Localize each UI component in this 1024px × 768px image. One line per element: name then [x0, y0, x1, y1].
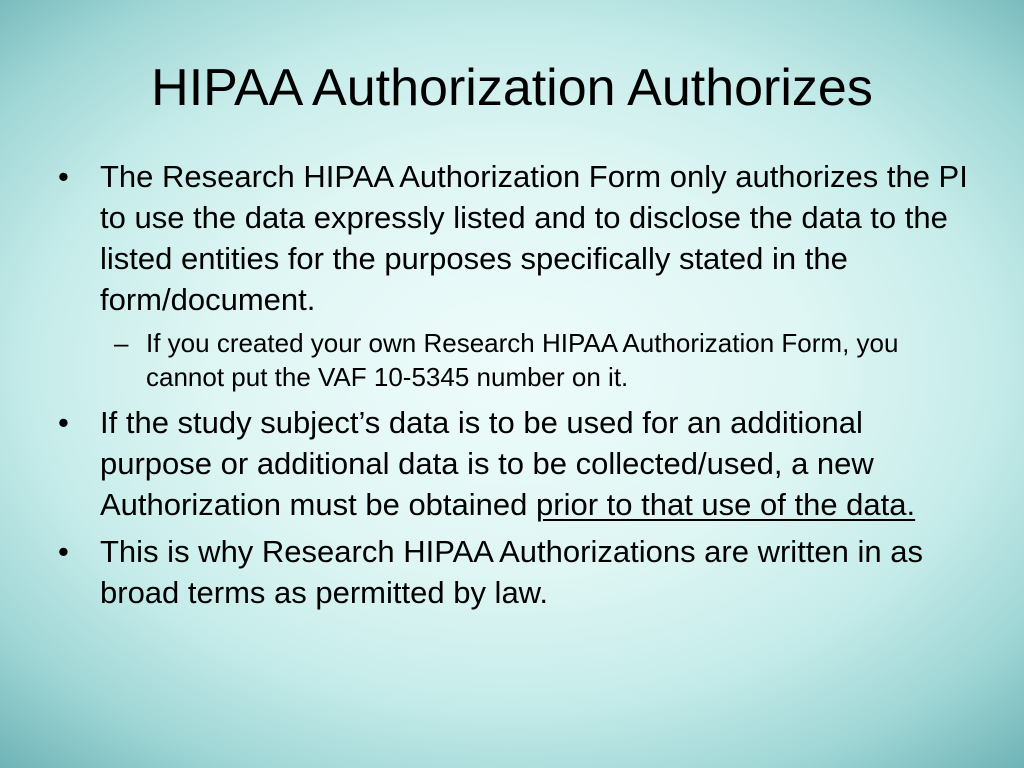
sub-bullet-item [54, 326, 974, 394]
slide-title: HIPAA Authorization Authorizes [151, 59, 873, 117]
dash-icon: – [114, 328, 129, 358]
bullet-item [54, 402, 974, 525]
bullet-item [54, 531, 974, 613]
bullet-text: If the study subject’s data is to be used for an additional purpose or additional data is to be collected/used, a new Authorization must be obtained [100, 405, 874, 522]
bullet-icon: • [58, 405, 69, 440]
bullet-icon: • [58, 159, 69, 194]
bullet-icon: • [58, 534, 69, 569]
bullet-text: This is why Research HIPAA Authorizations are written in as broad terms as permitted by law. [100, 534, 923, 610]
slide-content [54, 156, 974, 619]
bullet-text: The Research HIPAA Authorization Form only authorizes the PI to use the data expressly listed and to disclose the data to the listed entities for the purposes specifically stated in the form/document. [100, 159, 968, 317]
bullet-underlined-text: prior to that use of the data. [536, 487, 916, 522]
sub-bullet-text: If you created your own Research HIPAA Authorization Form, you cannot put the VAF 10-5345 number on it. [146, 328, 899, 392]
bullet-item [54, 156, 974, 320]
